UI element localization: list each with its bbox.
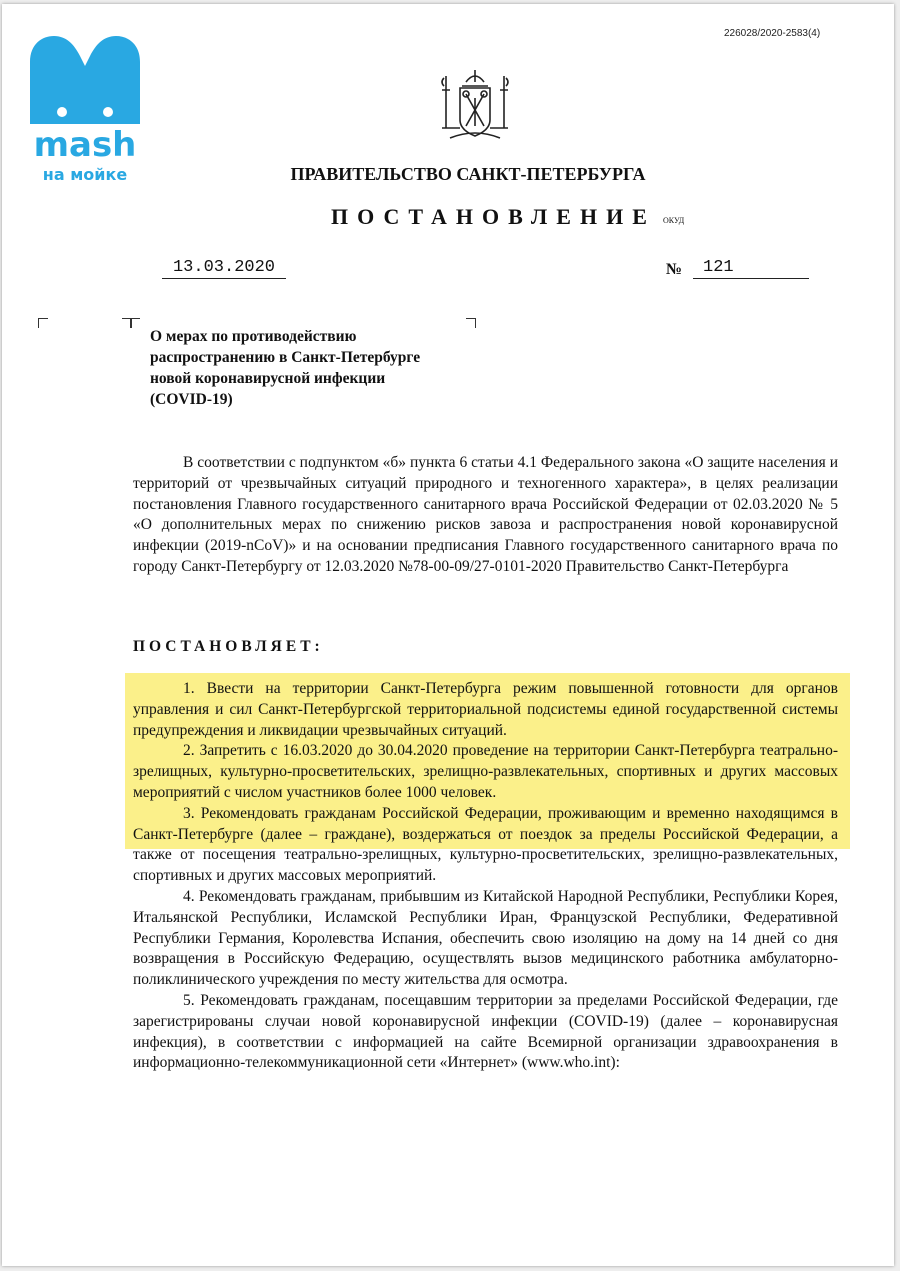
document-type-title: ПОСТАНОВЛЕНИЕ: [331, 204, 656, 229]
number-sign: №: [666, 261, 683, 278]
resolution-items: [133, 679, 838, 1074]
preamble: [133, 453, 838, 578]
resolution-item-4: 4. Рекомендовать гражданам, прибывшим из Китайской Народной Республики, Республики Корея, Итальянской Республики, Исламской Республики Иран, Французской Республики, Федеративной Республики Германия, Королевства Испания, обеспечить свою изоляцию на дому на 14 дней со дня возвращения в Российскую Федерацию, осуществлять вызов медицинского работника амбулаторно-поликлинического учреждения по месту жительства для осмотра.: [133, 887, 838, 989]
resolution-item-5: 5. Рекомендовать гражданам, посещавшим территории за пределами Российской Федерации, где зарегистрированы случаи новой коронавирусной инфекции (COVID-19) (далее – коронавирусная инфекция), в соответствии с информацией на сайте Всемирной организации здравоохранения в информационно-телекоммуникационной сети «Интернет» (www.who.int):: [133, 991, 838, 1072]
resolution-item-3: 3. Рекомендовать гражданам Российской Федерации, проживающим и временно находящимся в Санкт-Петербурге (далее – граждане), воздержаться от поездок за пределы Российской Федерации, а также от посещения театрально-зрелищных, культурно-просветительских, зрелищно-развлекательных, спортивных и других массовых мероприятий.: [133, 804, 838, 885]
organization-title: ПРАВИТЕЛЬСТВО САНКТ-ПЕТЕРБУРГА: [290, 164, 646, 184]
corner-mark: [38, 318, 48, 328]
resolution-item-2: 2. Запретить с 16.03.2020 до 30.04.2020 проведение на территории Санкт-Петербурга театрально-зрелищных, культурно-просветительских, зрелищно-развлекательных, спортивных и других массовых мероприятий с числом участников более 1000 человек.: [133, 742, 838, 801]
document-page: [2, 4, 894, 1266]
resolves-heading: ПОСТАНОВЛЯЕТ:: [133, 638, 324, 655]
resolution-item-1: 1. Ввести на территории Санкт-Петербурга режим повышенной готовности для органов управления и сил Санкт-Петербургской территориальной подсистемы единой государственной системы предупреждения и ликвидации чрезвычайных ситуаций.: [133, 680, 838, 739]
coat-of-arms-icon: [436, 68, 514, 144]
logo-sub-text: на мойке: [42, 165, 128, 184]
document-id: 226028/2020-2583(4): [724, 28, 821, 39]
subject-line: (COVID-19): [150, 391, 233, 408]
document-number: 121: [693, 258, 809, 279]
subject-line: распространению в Санкт-Петербурге: [150, 349, 421, 366]
subject-line: О мерах по противодействию: [150, 328, 357, 345]
corner-mark: [130, 318, 140, 328]
okud-label: ОКУД: [663, 216, 685, 225]
document-subject: [150, 326, 480, 410]
logo-brand-text: mash: [33, 125, 137, 165]
subject-line: новой коронавирусной инфекции: [150, 370, 386, 387]
preamble-text: В соответствии с подпунктом «б» пункта 6 статьи 4.1 Федерального закона «О защите населения и территорий от чрезвычайных ситуаций природного и техногенного характера», в целях реализации постановления Главного государственного санитарного врача Российской Федерации от 02.03.2020 № 5 «О дополнительных мерах по снижению рисков завоза и распространения новой коронавирусной инфекции (2019-nCoV)» и на основании предписания Главного государственного санитарного врача по городу Санкт-Петербургу от 12.03.2020 №78-00-09/27-0101-2020 Правительство Санкт-Петербурга: [133, 454, 838, 575]
document-date: 13.03.2020: [162, 258, 286, 279]
